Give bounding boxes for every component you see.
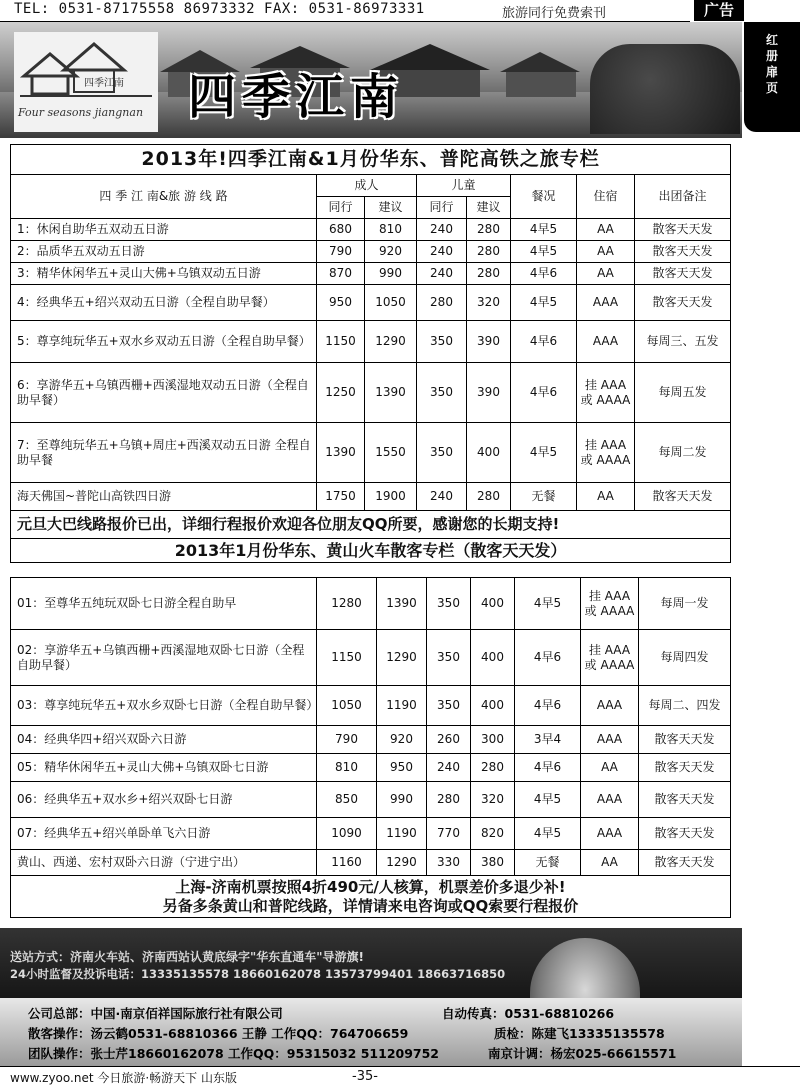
- hotel: AA: [581, 850, 639, 876]
- hotel: 挂 AAA 或 AAAA: [577, 363, 635, 423]
- child-peer-price: 280: [417, 285, 467, 321]
- free-catalog-slogan: 旅游同行免费索刊: [502, 6, 607, 21]
- child-peer-price: 330: [427, 850, 471, 876]
- meal: 无餐: [515, 850, 581, 876]
- header-child-suggest: 建议: [467, 197, 511, 219]
- child-peer-price: 240: [417, 219, 467, 241]
- airfare-note: [11, 876, 731, 918]
- table-row: [11, 321, 731, 363]
- adult-peer-price: 870: [317, 263, 365, 285]
- header-meal: 餐况: [511, 175, 577, 219]
- airfare-line: 上海-济南机票按照4折490元/人核算，机票差价多退少补!: [175, 877, 566, 896]
- fax-label: 自动传真：: [442, 1006, 505, 1021]
- child-peer-price: 350: [427, 686, 471, 726]
- adult-peer-price: 850: [317, 782, 377, 818]
- page-footer: [0, 1066, 800, 1086]
- child-peer-price: 350: [417, 321, 467, 363]
- table-row: [11, 363, 731, 423]
- child-suggest-price: 400: [467, 423, 511, 483]
- header-child: 儿童: [417, 175, 511, 197]
- hq-row: [28, 1004, 615, 1022]
- adult-peer-price: 790: [317, 726, 377, 754]
- more-routes-line: 另备多条黄山和普陀线路，详情请来电咨询或QQ索要行程报价: [162, 896, 579, 915]
- hotel: AA: [577, 263, 635, 285]
- adult-suggest-price: 1190: [377, 818, 427, 850]
- adult-peer-price: 1050: [317, 686, 377, 726]
- adult-peer-price: 680: [317, 219, 365, 241]
- site-url: www.zyoo.net 今日旅游·畅游天下 山东版: [10, 1071, 237, 1085]
- child-peer-price: 770: [427, 818, 471, 850]
- hq-name: 中国·南京佰祥国际旅行社有限公司: [90, 1006, 283, 1021]
- child-suggest-price: 300: [471, 726, 515, 754]
- depart: 每周二、四发: [639, 686, 731, 726]
- route-name: 04：经典华四+绍兴双卧六日游: [11, 726, 317, 754]
- child-peer-price: 280: [427, 782, 471, 818]
- table-row: [11, 850, 731, 876]
- adult-suggest-price: 1390: [365, 363, 417, 423]
- side-tab-char: 扉: [765, 65, 778, 79]
- child-peer-price: 350: [427, 630, 471, 686]
- new-year-notice: 元旦大巴线路报价已出，详细行程报价欢迎各位朋友QQ所要，感谢您的长期支持!: [11, 511, 731, 539]
- header-adult: 成人: [317, 175, 417, 197]
- meal: 无餐: [511, 483, 577, 511]
- meal: 4早6: [515, 754, 581, 782]
- side-tab-char: 红: [765, 33, 778, 47]
- meal: 4早5: [515, 782, 581, 818]
- hotel: AAA: [581, 782, 639, 818]
- adult-suggest-price: 1390: [377, 578, 427, 630]
- route-name: 5：尊享纯玩华五+双水乡双动五日游（全程自助早餐）: [11, 321, 317, 363]
- depart: 散客天天发: [635, 219, 731, 241]
- table-row: [11, 219, 731, 241]
- hq-label: 公司总部：: [28, 1006, 91, 1021]
- side-tab: [744, 22, 800, 132]
- adult-suggest-price: 990: [365, 263, 417, 285]
- adult-peer-price: 810: [317, 754, 377, 782]
- depart: 每周三、五发: [635, 321, 731, 363]
- hotel: AA: [581, 754, 639, 782]
- child-suggest-price: 280: [467, 241, 511, 263]
- adult-suggest-price: 990: [377, 782, 427, 818]
- route-name: 05：精华休闲华五+灵山大佛+乌镇双卧七日游: [11, 754, 317, 782]
- table-row: [11, 578, 731, 630]
- adult-suggest-price: 1290: [365, 321, 417, 363]
- table-row: [11, 483, 731, 511]
- child-suggest-price: 390: [467, 321, 511, 363]
- depart: 散客天天发: [635, 241, 731, 263]
- ops-label: 散客操作：: [28, 1026, 91, 1041]
- header-child-peer: 同行: [417, 197, 467, 219]
- child-suggest-price: 400: [471, 578, 515, 630]
- adult-peer-price: 1390: [317, 423, 365, 483]
- hotel: AAA: [577, 285, 635, 321]
- trees-image: [590, 44, 740, 134]
- team-contact: 张士芹18660162078 工作QQ：95315032 511209752: [90, 1046, 440, 1061]
- adult-suggest-price: 920: [377, 726, 427, 754]
- hotel: 挂 AAA 或 AAAA: [581, 630, 639, 686]
- qc-label: 质检：: [494, 1026, 532, 1041]
- side-tab-char: 册: [765, 49, 778, 63]
- ops-row: [28, 1024, 665, 1042]
- table-row: [11, 263, 731, 285]
- child-suggest-price: 320: [471, 782, 515, 818]
- brand-logo: [14, 32, 158, 132]
- top-bar: [0, 0, 800, 22]
- adult-suggest-price: 1050: [365, 285, 417, 321]
- pickup-info: 送站方式：济南火车站、济南西站认黄底绿字"华东直通车"导游旗!: [10, 950, 364, 964]
- route-name: 03：尊享纯玩华五+双水乡双卧七日游（全程自助早餐）: [11, 686, 317, 726]
- child-suggest-price: 820: [471, 818, 515, 850]
- route-name: 1：休闲自助华五双动五日游: [11, 219, 317, 241]
- section-title: 2013年!四季江南&1月份华东、普陀高铁之旅专栏: [11, 145, 731, 175]
- hotel: AAA: [577, 321, 635, 363]
- route-name: 7：至尊纯玩华五+乌镇+周庄+西溪双动五日游 全程自助早餐: [11, 423, 317, 483]
- child-peer-price: 350: [417, 363, 467, 423]
- logo-english-name: Four seasons jiangnan: [18, 106, 144, 119]
- child-peer-price: 240: [417, 263, 467, 285]
- depart: 每周二发: [635, 423, 731, 483]
- depart: 散客天天发: [639, 782, 731, 818]
- ad-tag: 广告: [694, 0, 744, 21]
- child-peer-price: 240: [417, 483, 467, 511]
- depart: 散客天天发: [639, 818, 731, 850]
- qc-contact: 陈建飞13335135578: [531, 1026, 665, 1041]
- adult-peer-price: 1160: [317, 850, 377, 876]
- meal: 4早5: [511, 219, 577, 241]
- train-tour-table: [10, 577, 731, 918]
- adult-peer-price: 790: [317, 241, 365, 263]
- adult-peer-price: 1280: [317, 578, 377, 630]
- child-suggest-price: 390: [467, 363, 511, 423]
- adult-suggest-price: 810: [365, 219, 417, 241]
- depart: 每周五发: [635, 363, 731, 423]
- adult-peer-price: 1090: [317, 818, 377, 850]
- adult-peer-price: 1750: [317, 483, 365, 511]
- hotel: 挂 AAA 或 AAAA: [577, 423, 635, 483]
- route-name: 海天佛国~普陀山高铁四日游: [11, 483, 317, 511]
- hotel: AAA: [581, 686, 639, 726]
- child-peer-price: 240: [417, 241, 467, 263]
- adult-suggest-price: 1190: [377, 686, 427, 726]
- meal: 4早5: [515, 578, 581, 630]
- child-peer-price: 260: [427, 726, 471, 754]
- meal: 4早6: [515, 630, 581, 686]
- child-peer-price: 350: [417, 423, 467, 483]
- fax-group: [442, 1004, 614, 1022]
- child-suggest-price: 280: [467, 483, 511, 511]
- adult-suggest-price: 1290: [377, 630, 427, 686]
- hotel: AA: [577, 219, 635, 241]
- meal: 4早5: [511, 241, 577, 263]
- header-hotel: 住宿: [577, 175, 635, 219]
- logo-chinese-name: 四季江南: [84, 78, 124, 89]
- meal: 4早5: [515, 818, 581, 850]
- route-name: 06：经典华五+双水乡+绍兴双卧七日游: [11, 782, 317, 818]
- route-name: 4：经典华五+绍兴双动五日游（全程自助早餐）: [11, 285, 317, 321]
- adult-suggest-price: 1550: [365, 423, 417, 483]
- hotel: AAA: [581, 818, 639, 850]
- side-tab-char: 页: [765, 81, 778, 95]
- hotel: 挂 AAA 或 AAAA: [581, 578, 639, 630]
- contact-info: TEL: 0531-87175558 86973332 FAX: 0531-86973331: [14, 1, 425, 17]
- team-row: [28, 1044, 677, 1062]
- table-row: [11, 241, 731, 263]
- meal: 4早6: [511, 321, 577, 363]
- hotel: AAA: [581, 726, 639, 754]
- house-logo-icon: [14, 32, 158, 102]
- child-peer-price: 240: [427, 754, 471, 782]
- depart: 每周四发: [639, 630, 731, 686]
- depart: 每周一发: [639, 578, 731, 630]
- route-name: 3：精华休闲华五+灵山大佛+乌镇双动五日游: [11, 263, 317, 285]
- contact-band: [0, 928, 742, 1066]
- route-name: 6：享游华五+乌镇西栅+西溪湿地双动五日游（全程自助早餐）: [11, 363, 317, 423]
- banner-title: 四季江南: [188, 69, 405, 125]
- depart: 散客天天发: [635, 285, 731, 321]
- child-suggest-price: 380: [471, 850, 515, 876]
- meal: 4早6: [511, 263, 577, 285]
- adult-suggest-price: 1900: [365, 483, 417, 511]
- complaint-hotline: 24小时监督及投诉电话：13335135578 18660162078 13573799401 18663716850: [10, 967, 506, 981]
- fax-number: 0531-68810266: [504, 1006, 615, 1021]
- meal: 4早6: [515, 686, 581, 726]
- header-adult-peer: 同行: [317, 197, 365, 219]
- adult-suggest-price: 920: [365, 241, 417, 263]
- header-route: 四 季 江 南&旅 游 线 路: [11, 175, 317, 219]
- hotel: AA: [577, 483, 635, 511]
- adult-peer-price: 1150: [317, 630, 377, 686]
- header-banner: [0, 22, 742, 138]
- table-row: [11, 285, 731, 321]
- meal: 4早5: [511, 285, 577, 321]
- meal: 3早4: [515, 726, 581, 754]
- depart: 散客天天发: [635, 483, 731, 511]
- child-suggest-price: 280: [471, 754, 515, 782]
- table-row: [11, 423, 731, 483]
- child-suggest-price: 400: [471, 630, 515, 686]
- hotel: AA: [577, 241, 635, 263]
- route-name: 黄山、西递、宏村双卧六日游（宁进宁出）: [11, 850, 317, 876]
- section2-title: 2013年1月份华东、黄山火车散客专栏（散客天天发）: [11, 539, 731, 563]
- route-name: 07：经典华五+绍兴单卧单飞六日游: [11, 818, 317, 850]
- nj-group: [488, 1044, 676, 1062]
- adult-peer-price: 1150: [317, 321, 365, 363]
- table-row: [11, 818, 731, 850]
- company-info-band: [0, 998, 742, 1066]
- hsr-tour-table: [10, 144, 731, 563]
- header-adult-suggest: 建议: [365, 197, 417, 219]
- team-label: 团队操作：: [28, 1046, 91, 1061]
- child-suggest-price: 280: [467, 263, 511, 285]
- route-name: 01：至尊华五纯玩双卧七日游全程自助早: [11, 578, 317, 630]
- route-name: 02：享游华五+乌镇西栅+西溪湿地双卧七日游（全程自助早餐）: [11, 630, 317, 686]
- depart: 散客天天发: [635, 263, 731, 285]
- child-suggest-price: 400: [471, 686, 515, 726]
- child-peer-price: 350: [427, 578, 471, 630]
- depart: 散客天天发: [639, 754, 731, 782]
- table-row: [11, 686, 731, 726]
- child-suggest-price: 320: [467, 285, 511, 321]
- adult-peer-price: 1250: [317, 363, 365, 423]
- table-row: [11, 726, 731, 754]
- header-depart: 出团备注: [635, 175, 731, 219]
- adult-suggest-price: 1290: [377, 850, 427, 876]
- table-row: [11, 782, 731, 818]
- table-row: [11, 630, 731, 686]
- nj-label: 南京计调：: [488, 1046, 551, 1061]
- qc-group: [494, 1024, 665, 1042]
- depart: 散客天天发: [639, 726, 731, 754]
- route-name: 2：品质华五双动五日游: [11, 241, 317, 263]
- page-number: -35-: [352, 1069, 378, 1084]
- meal: 4早5: [511, 423, 577, 483]
- meal: 4早6: [511, 363, 577, 423]
- table-row: [11, 754, 731, 782]
- depart: 散客天天发: [639, 850, 731, 876]
- adult-suggest-price: 950: [377, 754, 427, 782]
- child-suggest-price: 280: [467, 219, 511, 241]
- ops-contact: 汤云鹤0531-68810366 王静 工作QQ：764706659: [90, 1026, 409, 1041]
- nj-contact: 杨宏025-66615571: [550, 1046, 677, 1061]
- adult-peer-price: 950: [317, 285, 365, 321]
